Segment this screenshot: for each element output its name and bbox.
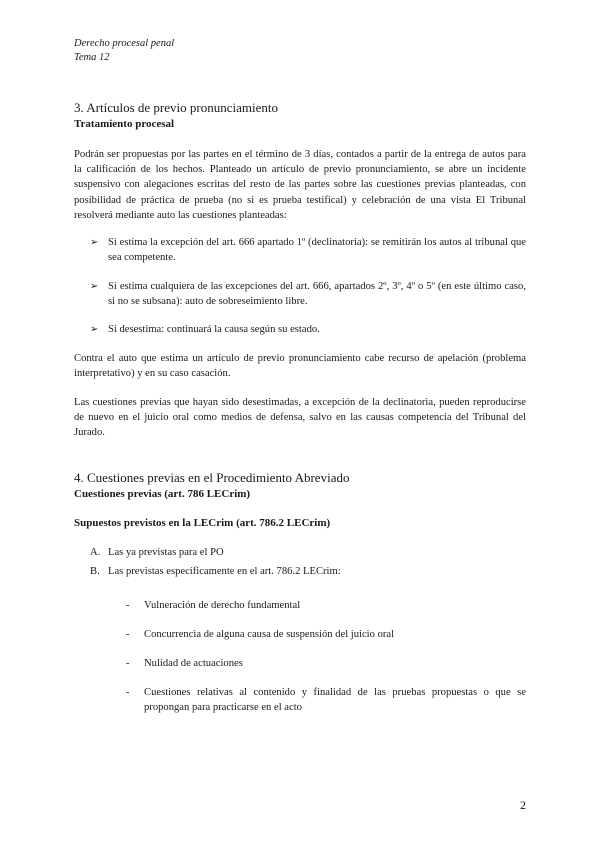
list-text: Vulneración de derecho fundamental — [144, 600, 301, 611]
list-text: Cuestiones relativas al contenido y finalidad de las pruebas propuestas o que se propongan para practicarse en el acto — [144, 687, 526, 714]
bullet-item — [90, 235, 526, 265]
arrow-bullet-icon: ➢ — [90, 281, 99, 292]
section4-subtitle: Cuestiones previas (art. 786 LECrim) — [74, 488, 251, 500]
section3-paragraph-3: Las cuestiones previas que hayan sido desestimadas, a excepción de la declinatoria, pueden reproducirse de nuevo en el juicio oral como medios de defensa, salvo en las causas competencia del Tribunal del Jurado. — [74, 397, 526, 439]
section4-title: 4. Cuestiones previas en el Procedimiento Abreviado — [74, 470, 350, 485]
header-topic: Tema 12 — [74, 51, 110, 63]
list-text: Nulidad de actuaciones — [144, 658, 243, 669]
bullet-text: Si desestima: continuará la causa según su estado. — [108, 324, 320, 335]
bullet-text: Si estima la excepción del art. 666 apartado 1º (declinatoria): se remitirán los autos al tribunal que sea competente. — [108, 237, 526, 264]
section3-title: 3. Artículos de previo pronunciamiento — [74, 100, 278, 115]
section3-paragraph-2: Contra el auto que estima un artículo de previo pronunciamiento cabe recurso de apelación (problema interpretativo) y en su caso casación. — [74, 353, 526, 380]
alpha-list-item — [90, 564, 526, 579]
dash-list-item — [126, 627, 526, 642]
header-subject: Derecho procesal penal — [74, 38, 175, 49]
list-text: Las ya previstas para el PO — [108, 547, 224, 558]
list-text: Las previstas específicamente en el art. 786.2 LECrim: — [108, 566, 341, 577]
dash-marker: - — [126, 600, 130, 611]
page-number: 2 — [520, 798, 526, 812]
dash-list-item — [126, 685, 526, 715]
bullet-text: Si estima cualquiera de las excepciones del art. 666, apartados 2º, 3º, 4º o 5º (en este último caso, si no se subsana): auto de sobreseimiento libre. — [108, 281, 526, 308]
running-header — [74, 37, 174, 64]
list-marker: A. — [90, 547, 101, 558]
section4-subsubtitle: Supuestos previstos en la LECrim (art. 786.2 LECrim) — [74, 517, 331, 529]
bullet-item — [90, 322, 526, 337]
dash-list-item — [126, 656, 526, 671]
section3-paragraph-1: Podrán ser propuestas por las partes en el término de 3 días, contados a partir de la entrega de autos para la calificación de los hechos. Planteado un artículo de previo pronunciamiento, se abre un incidente suspensivo con alegaciones escritas del resto de las partes sobre las cuestiones previas planteadas, con posibilidad de práctica de prueba (no si es prueba testifical) y celebración de una vista El Tribunal resolverá mediante auto las cuestiones planteadas: — [74, 149, 526, 221]
bullet-item — [90, 279, 526, 309]
section3-subtitle: Tratamiento procesal — [74, 118, 175, 130]
list-text: Concurrencia de alguna causa de suspensión del juicio oral — [144, 629, 395, 640]
dash-marker: - — [126, 629, 130, 640]
dash-marker: - — [126, 658, 130, 669]
arrow-bullet-icon: ➢ — [90, 324, 99, 335]
dash-marker: - — [126, 687, 130, 698]
dash-list-item — [126, 598, 526, 613]
arrow-bullet-icon: ➢ — [90, 237, 99, 248]
list-marker: B. — [90, 566, 100, 577]
alpha-list-item — [90, 545, 526, 560]
